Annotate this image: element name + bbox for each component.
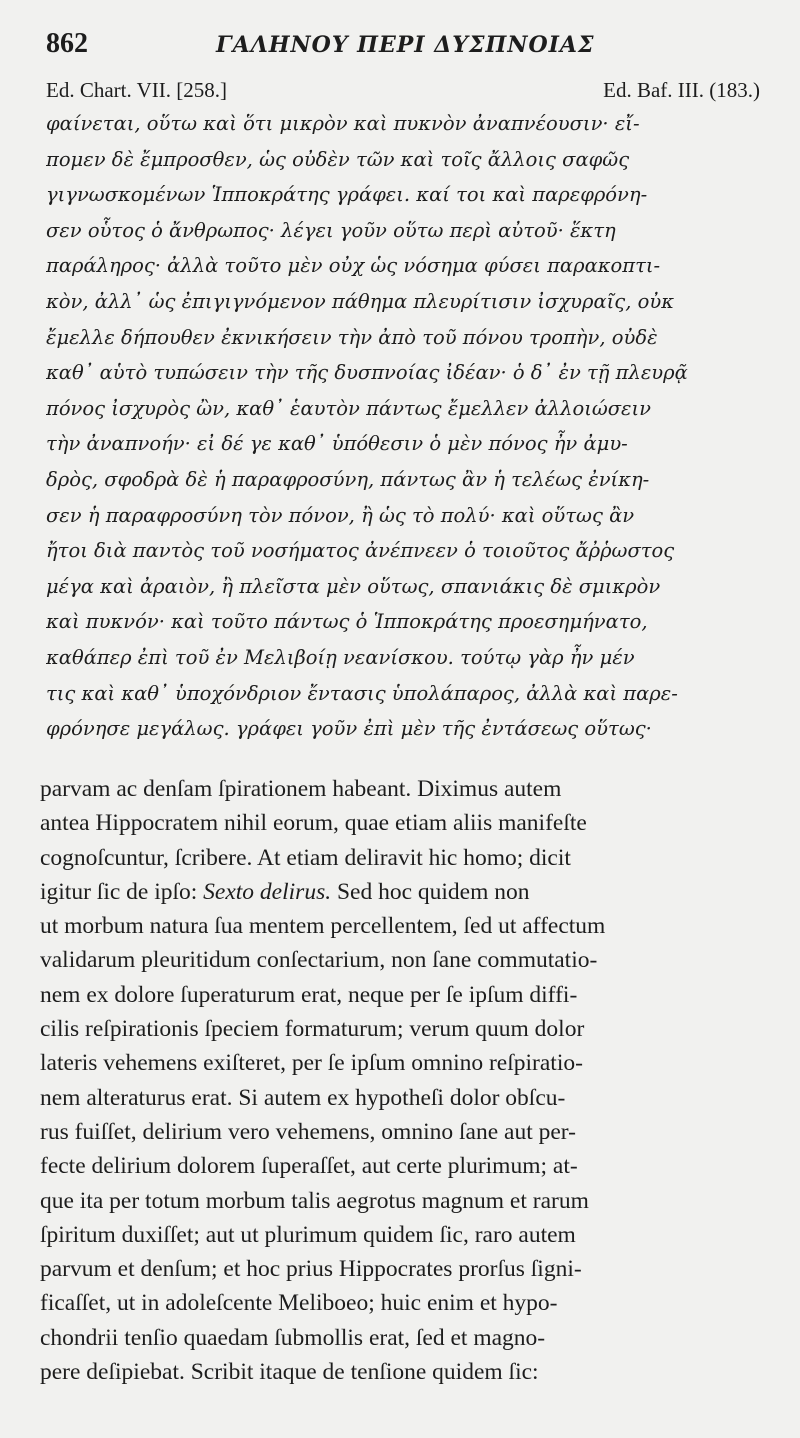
latin-line-text: igitur ſic de ipſo:	[40, 878, 204, 905]
greek-text-block	[46, 106, 762, 747]
greek-line: μέγα καὶ ἀραιὸν, ἢ πλεῖστα μὲν οὕτως, σπανιάκις δὲ σμικρὸν	[46, 574, 661, 598]
greek-line: δρὸς, σφοδρὰ δὲ ἡ παραφροσύνη, πάντως ἂν ἡ τελέως ἐνίκη-	[46, 467, 650, 491]
latin-line: rus fuiſſet, delirium vero vehemens, omnino ſane aut per-	[40, 1118, 576, 1145]
latin-line: lateris vehemens exiſteret, per ſe ipſum omnino reſpiratio-	[40, 1050, 583, 1077]
latin-line: parvum et denſum; et hoc prius Hippocrates prorſus ſigni-	[40, 1256, 582, 1283]
edition-chartier: Ed. Chart. VII. [258.]	[46, 78, 227, 102]
greek-line: πομεν δὲ ἔμπροσθεν, ὡς οὐδὲν τῶν καὶ τοῖς ἄλλοις σαφῶς	[46, 147, 630, 171]
latin-line: que ita per totum morbum talis aegrotus magnum et rarum	[40, 1187, 589, 1214]
page-number: 862	[46, 28, 88, 59]
latin-line: cilis reſpirationis ſpeciem formaturum; verum quum dolor	[40, 1016, 585, 1043]
greek-line: γιγνωσκομένων Ἱπποκράτης γράφει. καί τοι καὶ παρεφρόνη-	[46, 183, 648, 207]
greek-line: καὶ πυκνόν· καὶ τοῦτο πάντως ὁ Ἱπποκράτης προεσημήνατο,	[46, 610, 648, 634]
edition-references	[46, 78, 760, 104]
greek-line: κὸν, ἀλλ᾽ ὡς ἐπιγιγνόμενον πάθημα πλευρίτισιν ἰσχυραῖς, οὐκ	[46, 289, 674, 313]
latin-line: antea Hippocratem nihil eorum, quae etiam aliis manifeſte	[40, 810, 587, 837]
latin-line: chondrii tenſio quaedam ſubmollis erat, ſed et magno-	[40, 1324, 546, 1351]
greek-line: πόνος ἰσχυρὸς ὢν, καθ᾽ ἑαυτὸν πάντως ἔμελλεν ἀλλοιώσειν	[46, 396, 652, 420]
latin-text-block	[40, 772, 762, 1389]
greek-line: τις καὶ καθ᾽ ὑποχόνδριον ἔντασις ὑπολάπαρος, ἀλλὰ καὶ παρε-	[46, 681, 678, 705]
latin-line: nem alteraturus erat. Si autem ex hypotheſi dolor obſcu-	[40, 1084, 566, 1111]
page-header	[46, 28, 760, 64]
latin-line: fecte delirium dolorem ſuperaſſet, aut certe plurimum; at-	[40, 1153, 578, 1180]
greek-line: σεν οὗτος ὁ ἄνθρωπος· λέγει γοῦν οὕτω περὶ αὐτοῦ· ἕκτη	[46, 218, 616, 242]
greek-line: φρόνησε μεγάλως. γράφει γοῦν ἐπὶ μὲν τῆς ἐντάσεως οὕτως·	[46, 717, 652, 741]
italic-quotation: Sexto delirus.	[203, 878, 332, 905]
latin-line-text: Sed hoc quidem non	[331, 878, 530, 905]
greek-line: τὴν ἀναπνοήν· εἰ δέ γε καθ᾽ ὑπόθεσιν ὁ μὲν πόνος ἦν ἀμυ-	[46, 432, 628, 456]
greek-line: καθ᾽ αὑτὸ τυπώσειν τὴν τῆς δυσπνοίας ἰδέαν· ὁ δ᾽ ἐν τῇ πλευρᾷ	[46, 361, 688, 385]
latin-line: ut morbum natura ſua mentem percellentem, ſed ut affectum	[40, 913, 606, 940]
latin-line: validarum pleuritidum conſectarium, non ſane commutatio-	[40, 947, 598, 974]
greek-line: ἔμελλε δήπουθεν ἐκνικήσειν τὴν ἀπὸ τοῦ πόνου τροπὴν, οὐδὲ	[46, 325, 658, 349]
latin-line-with-quote	[40, 875, 762, 909]
latin-line: parvam ac denſam ſpirationem habeant. Diximus autem	[40, 776, 562, 802]
running-title: ΓΑΛΗΝΟΥ ΠΕΡΙ ΔΥΣΠΝΟΙΑΣ	[216, 32, 595, 58]
greek-line: καθάπερ ἐπὶ τοῦ ἐν Μελιβοίῃ νεανίσκου. τούτῳ γὰρ ἦν μέν	[46, 645, 635, 669]
greek-line: παράληρος· ἀλλὰ τοῦτο μὲν οὐχ ὡς νόσημα φύσει παρακοπτι-	[46, 254, 661, 278]
latin-line: cognoſcuntur, ſcribere. At etiam deliravit hic homo; dicit	[40, 844, 571, 871]
greek-line: ἤτοι διὰ παντὸς τοῦ νοσήματος ἀνέπνεεν ὁ τοιοῦτος ἄῤῥωστος	[46, 539, 675, 563]
latin-line: pere deſipiebat. Scribit itaque de tenſione quidem ſic:	[40, 1359, 539, 1386]
edition-basel: Ed. Baf. III. (183.)	[603, 78, 760, 102]
latin-line: ficaſſet, ut in adoleſcente Meliboeo; huic enim et hypo-	[40, 1290, 558, 1317]
greek-line: φαίνεται, οὕτω καὶ ὅτι μικρὸν καὶ πυκνὸν ἀναπνέουσιν· εἴ-	[46, 112, 640, 135]
latin-line: nem ex dolore ſuperaturum erat, neque per ſe ipſum diffi-	[40, 981, 578, 1008]
greek-line: σεν ἡ παραφροσύνη τὸν πόνον, ἢ ὡς τὸ πολύ· καὶ οὕτως ἂν	[46, 503, 635, 527]
latin-line: ſpiritum duxiſſet; aut ut plurimum quidem ſic, raro autem	[40, 1221, 576, 1248]
